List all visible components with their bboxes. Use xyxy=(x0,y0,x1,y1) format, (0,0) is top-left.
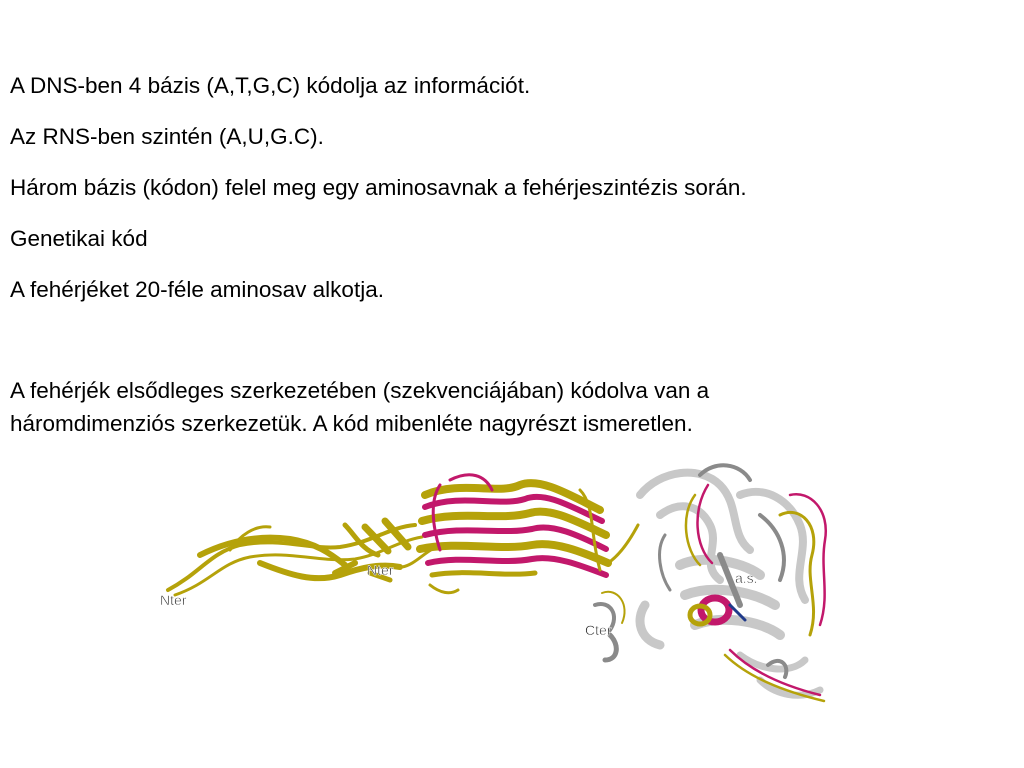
label-nter-middle: Nter xyxy=(367,562,394,578)
text-line-codon: Három bázis (kódon) felel meg egy aminosavnak a fehérjeszintézis során. xyxy=(10,175,747,200)
text-line-genetic-code: Genetikai kód xyxy=(10,226,148,251)
yellow-ribbon-domain xyxy=(168,521,440,595)
protein-ribbon-image xyxy=(140,455,860,725)
protein-structure-figure xyxy=(140,455,860,725)
text-line-dna-bases: A DNS-ben 4 bázis (A,T,G,C) kódolja az információt. xyxy=(10,73,531,98)
label-nter-left: Nter xyxy=(160,592,187,608)
text-line-amino-acids: A fehérjéket 20-féle aminosav alkotja. xyxy=(10,277,384,302)
label-active-site: a.s. xyxy=(735,570,758,586)
gray-ribbon-domain xyxy=(595,465,826,701)
magenta-ribbon-domain xyxy=(420,475,638,593)
text-line-rna-bases: Az RNS-ben szintén (A,U,G.C). xyxy=(10,124,324,149)
paragraph-line-2: háromdimenziós szerkezetük. A kód mibenléte nagyrészt ismeretlen. xyxy=(10,411,693,436)
paragraph-line-1: A fehérjék elsődleges szerkezetében (szekvenciájában) kódolva van a xyxy=(10,378,710,403)
label-cter: Cter xyxy=(585,622,612,638)
